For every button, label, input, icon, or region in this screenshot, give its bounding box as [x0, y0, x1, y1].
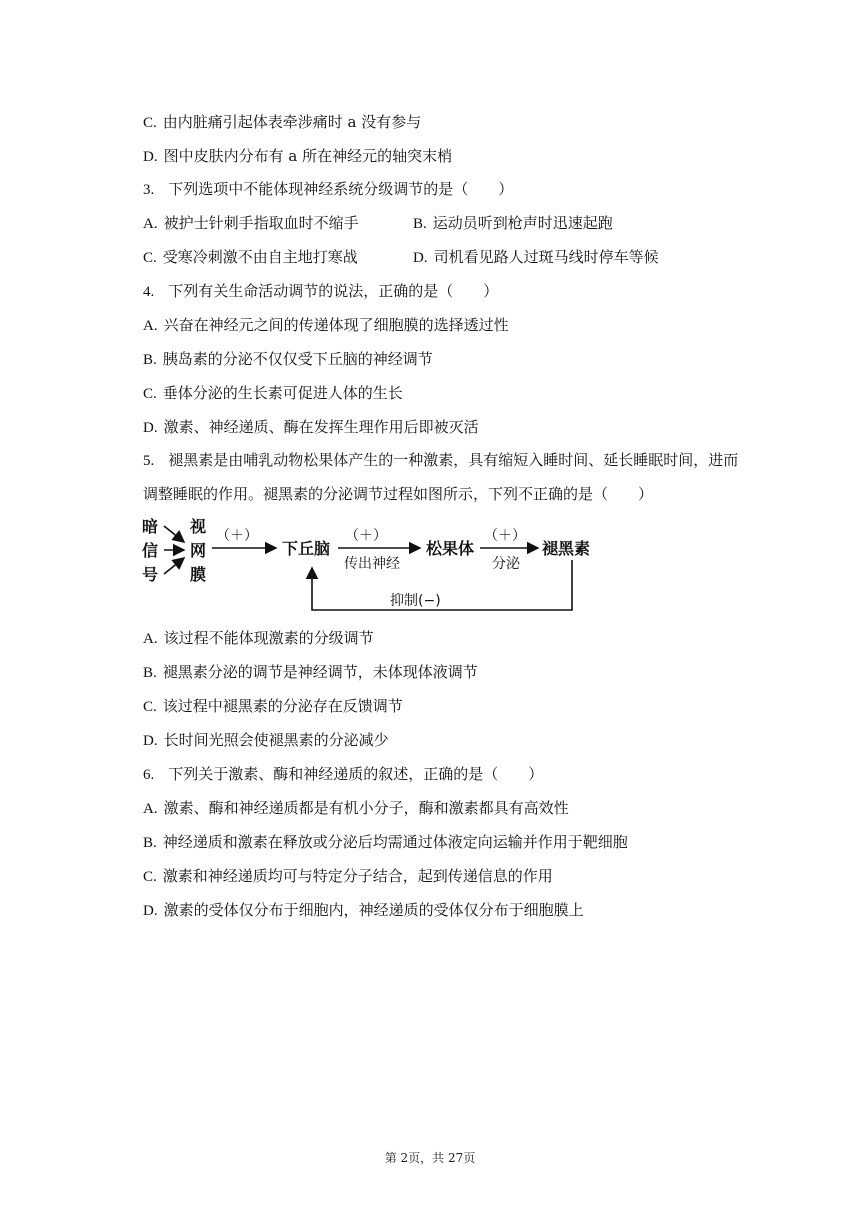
- melatonin-regulation-diagram: [140, 512, 590, 616]
- q5-option-c: C. 该过程中褪黑素的分泌存在反馈调节: [143, 697, 403, 715]
- signal-char-2: 信: [142, 541, 159, 560]
- q5-stem-line2: 调整睡眠的作用。褪黑素的分泌调节过程如图所示，下列不正确的是（ ）: [143, 485, 654, 503]
- page-footer: 第 2页，共 27页: [384, 1151, 476, 1165]
- q4-stem: 4. 下列有关生命活动调节的说法，正确的是（ ）: [143, 282, 499, 300]
- q4-option-c: C. 垂体分泌的生长素可促进人体的生长: [143, 384, 403, 402]
- q5-option-d: D. 长时间光照会使褪黑素的分泌减少: [143, 731, 389, 749]
- q2-option-d: D. 图中皮肤内分布有 a 所在神经元的轴突末梢: [143, 147, 453, 165]
- plus-label-3: （＋）: [484, 528, 526, 544]
- plus-label-2: （＋）: [345, 528, 387, 544]
- q6-stem: 6. 下列关于激素、酶和神经递质的叙述，正确的是（ ）: [143, 765, 544, 783]
- inhibit-label: 抑制(−): [390, 593, 441, 609]
- plus-label-1: （＋）: [216, 528, 258, 544]
- nerve-label: 传出神经: [344, 556, 400, 572]
- q4-option-d: D. 激素、神经递质、酶在发挥生理作用后即被灭活: [143, 418, 479, 436]
- q3-options-row2: [143, 247, 659, 268]
- retina-char-1: 视: [190, 517, 207, 536]
- signal-arrow-bot: [164, 558, 184, 574]
- pineal-label: 松果体: [426, 539, 475, 558]
- q4-option-a: A. 兴奋在神经元之间的传递体现了细胞膜的选择透过性: [143, 316, 509, 334]
- retina-char-2: 网: [190, 541, 207, 560]
- secrete-label: 分泌: [492, 556, 520, 572]
- q5-stem-line1: 5. 褪黑素是由哺乳动物松果体产生的一种激素，具有缩短入睡时间、延长睡眠时间，进而: [143, 451, 739, 469]
- q3-option-d: D. 司机看见路人过斑马线时停车等候: [413, 248, 659, 266]
- melatonin-label: 褪黑素: [542, 539, 590, 558]
- signal-char-3: 号: [142, 565, 159, 584]
- q3-option-c: C. 受寒冷刺激不由自主地打寒战: [143, 248, 358, 266]
- q3-options-row1: [143, 213, 613, 234]
- q5-option-b: B. 褪黑素分泌的调节是神经调节，未体现体液调节: [143, 663, 478, 681]
- q6-option-c: C. 激素和神经递质均可与特定分子结合，起到传递信息的作用: [143, 867, 553, 885]
- signal-char-1: 暗: [142, 517, 159, 536]
- q6-option-b: B. 神经递质和激素在释放或分泌后均需通过体液定向运输并作用于靶细胞: [143, 833, 628, 851]
- hypothalamus-label: 下丘脑: [282, 539, 331, 558]
- q6-option-a: A. 激素、酶和神经递质都是有机小分子，酶和激素都具有高效性: [143, 799, 569, 817]
- q6-option-d: D. 激素的受体仅分布于细胞内，神经递质的受体仅分布于细胞膜上: [143, 901, 584, 919]
- q3-option-b: B. 运动员听到枪声时迅速起跑: [413, 214, 613, 232]
- signal-arrow-top: [164, 526, 184, 542]
- q5-option-a: A. 该过程不能体现激素的分级调节: [143, 629, 374, 647]
- q4-option-b: B. 胰岛素的分泌不仅仅受下丘脑的神经调节: [143, 350, 433, 368]
- q3-stem: 3. 下列选项中不能体现神经系统分级调节的是（ ）: [143, 180, 514, 198]
- q2-option-c: C. 由内脏痛引起体表牵涉痛时 a 没有参与: [143, 113, 422, 131]
- retina-char-3: 膜: [190, 565, 207, 584]
- q3-option-a: A. 被护士针刺手指取血时不缩手: [143, 214, 359, 232]
